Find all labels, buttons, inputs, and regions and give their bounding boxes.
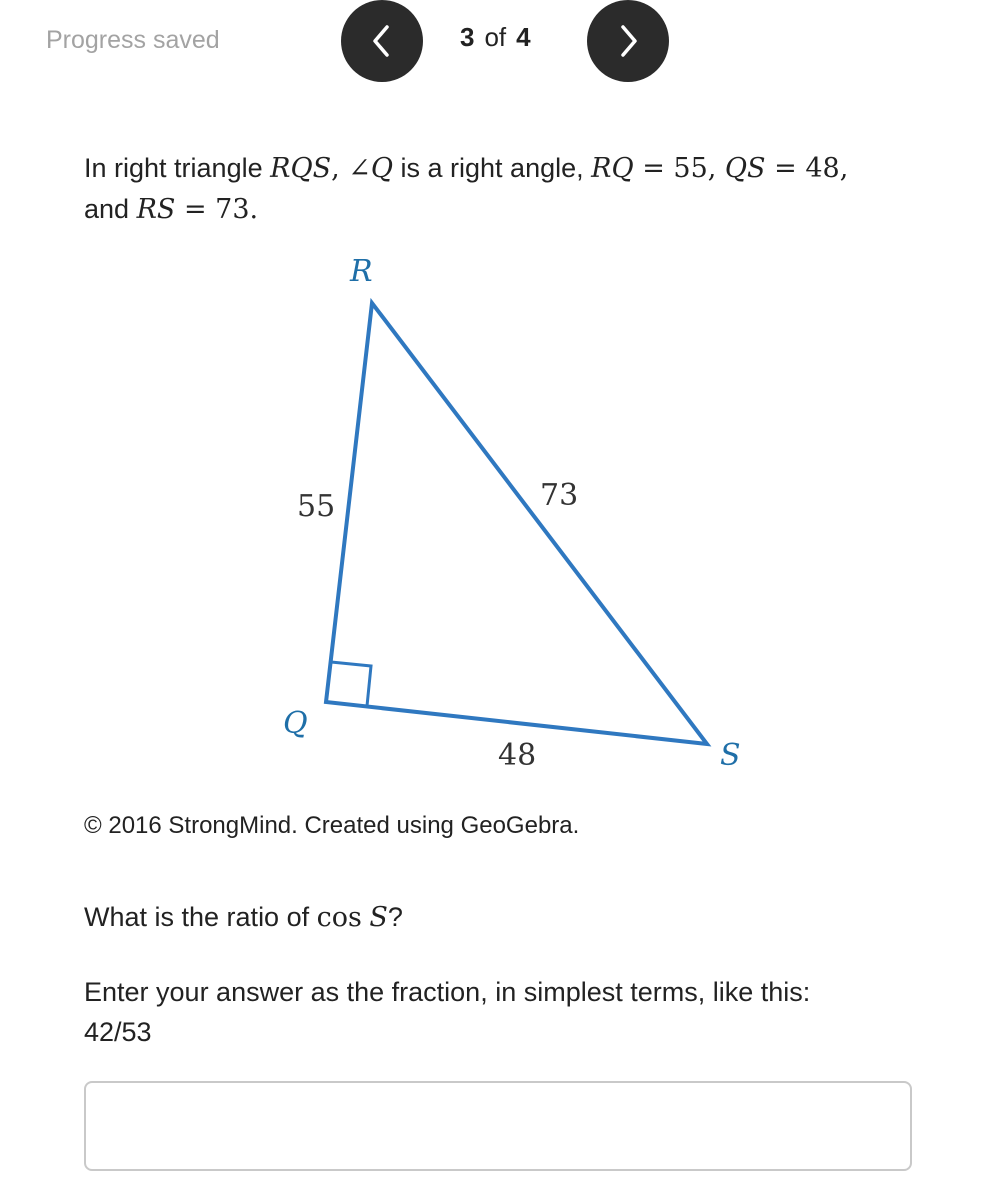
prompt-before: What is the ratio of — [84, 902, 317, 932]
question-prompt — [84, 902, 403, 933]
side-label-qs: 48 — [498, 738, 537, 773]
q-side1-eq: = 55, — [633, 153, 725, 184]
chevron-left-icon — [367, 21, 397, 61]
answer-input[interactable] — [84, 1081, 912, 1171]
page-indicator — [460, 22, 531, 53]
q-intro: In right triangle — [84, 153, 271, 183]
q-triangle-name: RQS — [270, 153, 332, 184]
total-pages: 4 — [516, 22, 531, 52]
q-comma: , — [331, 153, 349, 184]
answer-instructions — [84, 972, 914, 1052]
triangle-figure — [270, 245, 770, 785]
q-side2-name: QS — [724, 153, 766, 184]
prompt-var: S — [369, 902, 388, 933]
side-label-rq: 55 — [297, 489, 336, 524]
prompt-after: ? — [387, 902, 403, 932]
previous-button[interactable] — [341, 0, 423, 82]
q-angle-vertex: Q — [370, 153, 394, 184]
progress-status: Progress saved — [46, 26, 220, 54]
q-side1-name: RQ — [591, 153, 634, 184]
triangle-outline — [326, 303, 707, 744]
q-side3-eq: = 73. — [175, 194, 259, 225]
prompt-func: cos — [316, 902, 362, 933]
vertex-label-r: R — [350, 254, 373, 289]
q-right-angle-text: is a right angle, — [393, 153, 592, 183]
current-page: 3 — [460, 22, 475, 52]
vertex-label-s: S — [720, 738, 741, 773]
instructions-example: 42/53 — [84, 1017, 152, 1047]
vertex-label-q: Q — [283, 706, 308, 741]
chevron-right-icon — [613, 21, 643, 61]
q-side3-name: RS — [136, 194, 176, 225]
q-and: and — [84, 194, 137, 224]
q-angle-symbol: ∠ — [348, 153, 371, 184]
figure-credit: © 2016 StrongMind. Created using GeoGebra. — [84, 812, 580, 839]
right-angle-marker — [331, 662, 371, 706]
question-text — [84, 148, 914, 230]
instructions-line: Enter your answer as the fraction, in simplest terms, like this: — [84, 977, 811, 1007]
side-label-rs: 73 — [540, 478, 579, 513]
q-side2-eq: = 48, — [765, 153, 849, 184]
of-label: of — [484, 22, 507, 52]
next-button[interactable] — [587, 0, 669, 82]
